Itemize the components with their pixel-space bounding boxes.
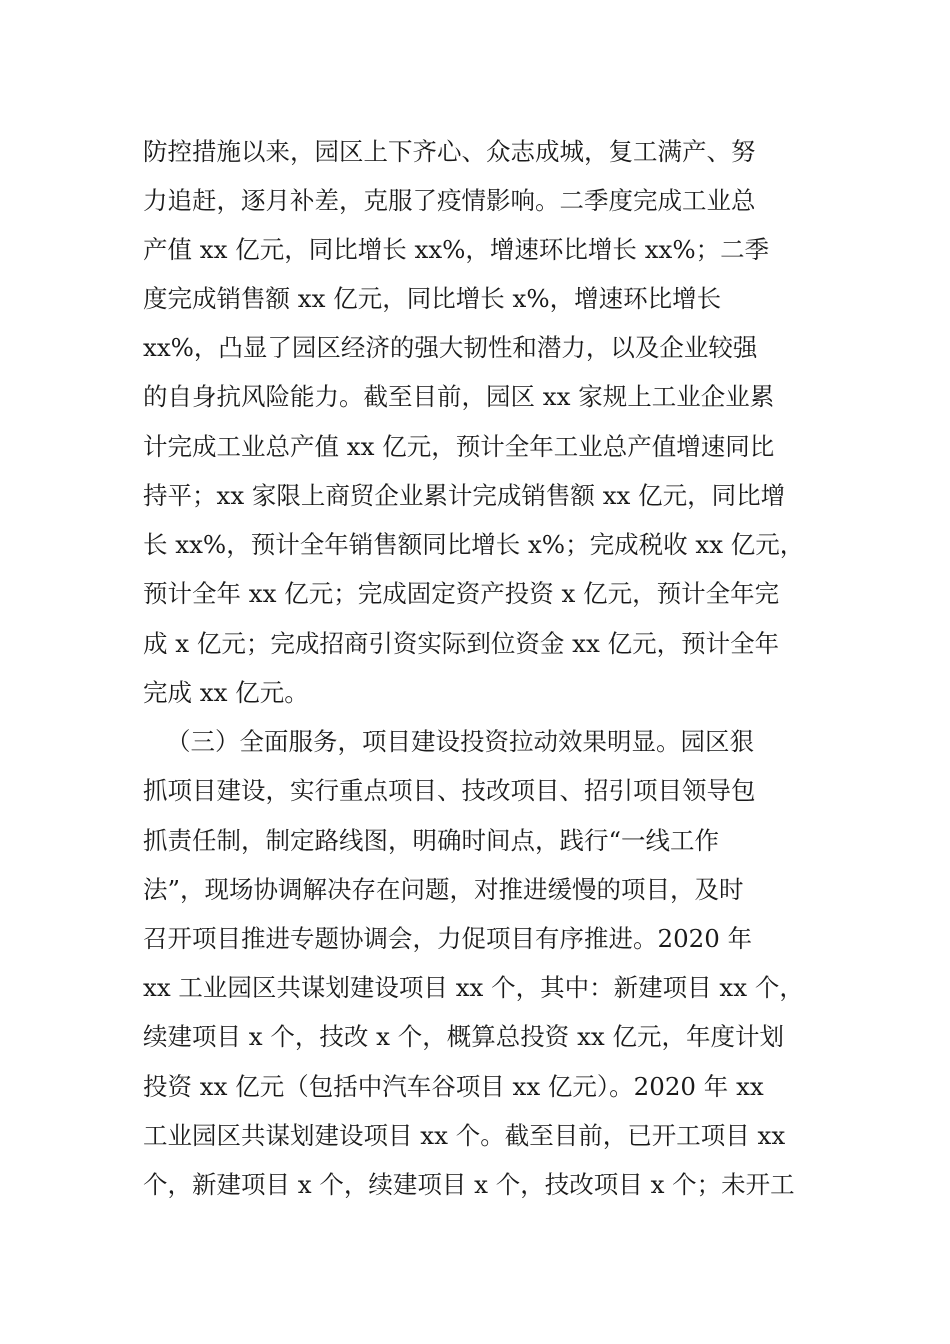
paragraph-1-line-2: 力追赶，逐月补差，克服了疫情影响。二季度完成工业总: [143, 186, 756, 215]
paragraph-2-line-2: 抓项目建设，实行重点项目、技改项目、招引项目领导包: [143, 776, 756, 805]
paragraph-2-line-3: 抓责任制，制定路线图，明确时间点，践行“一线工作: [143, 826, 720, 855]
paragraph-1-line-11: 成 x 亿元；完成招商引资实际到位资金 xx 亿元，预计全年: [143, 629, 780, 658]
paragraph-1-line-9: 长 xx%，预计全年销售额同比增长 x%；完成税收 xx 亿元，: [143, 530, 805, 559]
paragraph-2-line-8: 投资 xx 亿元（包括中汽车谷项目 xx 亿元）。2020 年 xx: [143, 1072, 764, 1101]
paragraph-1-line-12: 完成 xx 亿元。: [143, 678, 309, 707]
paragraph-1-line-8: 持平；xx 家限上商贸企业累计完成销售额 xx 亿元，同比增: [143, 481, 786, 510]
paragraph-2-line-5: 召开项目推进专题协调会，力促项目有序推进。2020 年: [143, 924, 753, 953]
paragraph-1-line-5: xx%，凸显了园区经济的强大韧性和潜力，以及企业较强: [143, 333, 758, 362]
paragraph-2-line-10: 个，新建项目 x 个，续建项目 x 个，技改项目 x 个；未开工: [143, 1170, 795, 1199]
paragraph-1-line-7: 计完成工业总产值 xx 亿元，预计全年工业总产值增速同比: [143, 432, 775, 461]
paragraph-2-line-6: xx 工业园区共谋划建设项目 xx 个，其中：新建项目 xx 个，: [143, 973, 804, 1002]
paragraph-1-line-1: 防控措施以来，园区上下齐心、众志成城，复工满产、努: [143, 137, 756, 166]
paragraph-1-line-4: 度完成销售额 xx 亿元，同比增长 x%，增速环比增长: [143, 284, 722, 313]
paragraph-1-line-3: 产值 xx 亿元，同比增长 xx%，增速环比增长 xx%；二季: [143, 235, 770, 264]
paragraph-2-line-1: （三）全面服务，项目建设投资拉动效果明显。园区狠: [166, 727, 754, 756]
paragraph-1-line-10: 预计全年 xx 亿元；完成固定资产投资 x 亿元，预计全年完: [143, 579, 780, 608]
paragraph-1-line-6: 的自身抗风险能力。截至目前，园区 xx 家规上工业企业累: [143, 382, 775, 411]
paragraph-2-line-9: 工业园区共谋划建设项目 xx 个。截至目前，已开工项目 xx: [143, 1121, 786, 1150]
paragraph-2-line-7: 续建项目 x 个，技改 x 个，概算总投资 xx 亿元，年度计划: [143, 1022, 784, 1051]
paragraph-2-line-4: 法”，现场协调解决存在问题，对推进缓慢的项目，及时: [143, 875, 744, 904]
